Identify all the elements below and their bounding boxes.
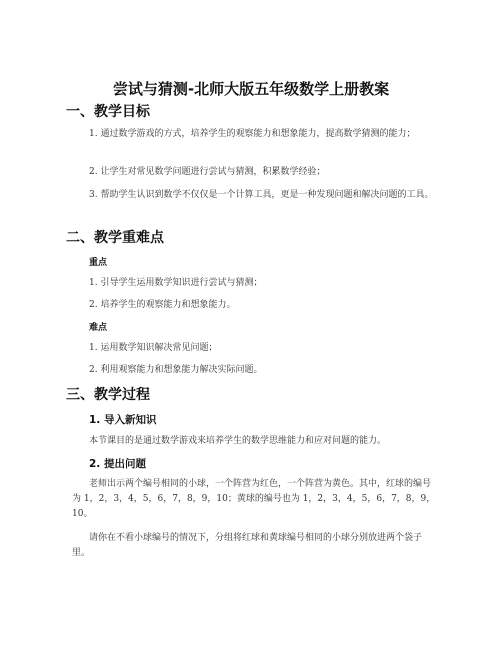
section-heading-objectives: 一、教学目标 — [66, 104, 150, 120]
document-title: 尝试与猜测-北师大版五年级数学上册教案 — [112, 80, 390, 98]
objective-item-2: 2. 让学生对常见数学问题进行尝试与猜测，积累数学经验； — [89, 167, 326, 177]
section-heading-process: 三、教学过程 — [66, 387, 150, 403]
process-question-text-1: 老师出示两个编号相同的小球，一个阵营为红色，一个阵营为黄色。其中，红球的编号为 1，2，3，4，5，6，7，8，9，10；黄球的编号也为 1，2，3，4，5，6，7，8，9，10。 — [72, 479, 436, 519]
key-point-item-2: 2. 培养学生的观察能力和想象能力。 — [89, 300, 236, 310]
section-heading-key-points: 二、教学重难点 — [66, 230, 164, 246]
difficult-point-item-1: 1. 运用数学知识解决常见问题； — [89, 343, 218, 353]
key-point-item-1: 1. 引导学生运用数学知识进行尝试与猜测； — [89, 278, 263, 288]
process-subheading-intro: 1. 导入新知识 — [89, 414, 157, 426]
process-question-text-2: 请你在不看小球编号的情况下，分组将红球和黄球编号相同的小球分别放进两个袋子里。 — [72, 533, 423, 558]
difficult-point-item-2: 2. 利用观察能力和想象能力解决实际问题。 — [89, 365, 263, 375]
objective-item-1: 1. 通过数学游戏的方式，培养学生的观察能力和想象能力，提高数学猜测的能力； — [89, 129, 416, 139]
process-subheading-question: 2. 提出问题 — [89, 458, 146, 470]
process-intro-text: 本节课目的是通过数学游戏来培养学生的数学思维能力和应对问题的能力。 — [89, 436, 387, 446]
objective-item-3: 3. 帮助学生认识到数学不仅仅是一个计算工具，更是一种发现问题和解决问题的工具。 — [89, 190, 434, 200]
difficult-points-label: 难点 — [89, 323, 108, 333]
key-points-label: 重点 — [89, 258, 108, 268]
